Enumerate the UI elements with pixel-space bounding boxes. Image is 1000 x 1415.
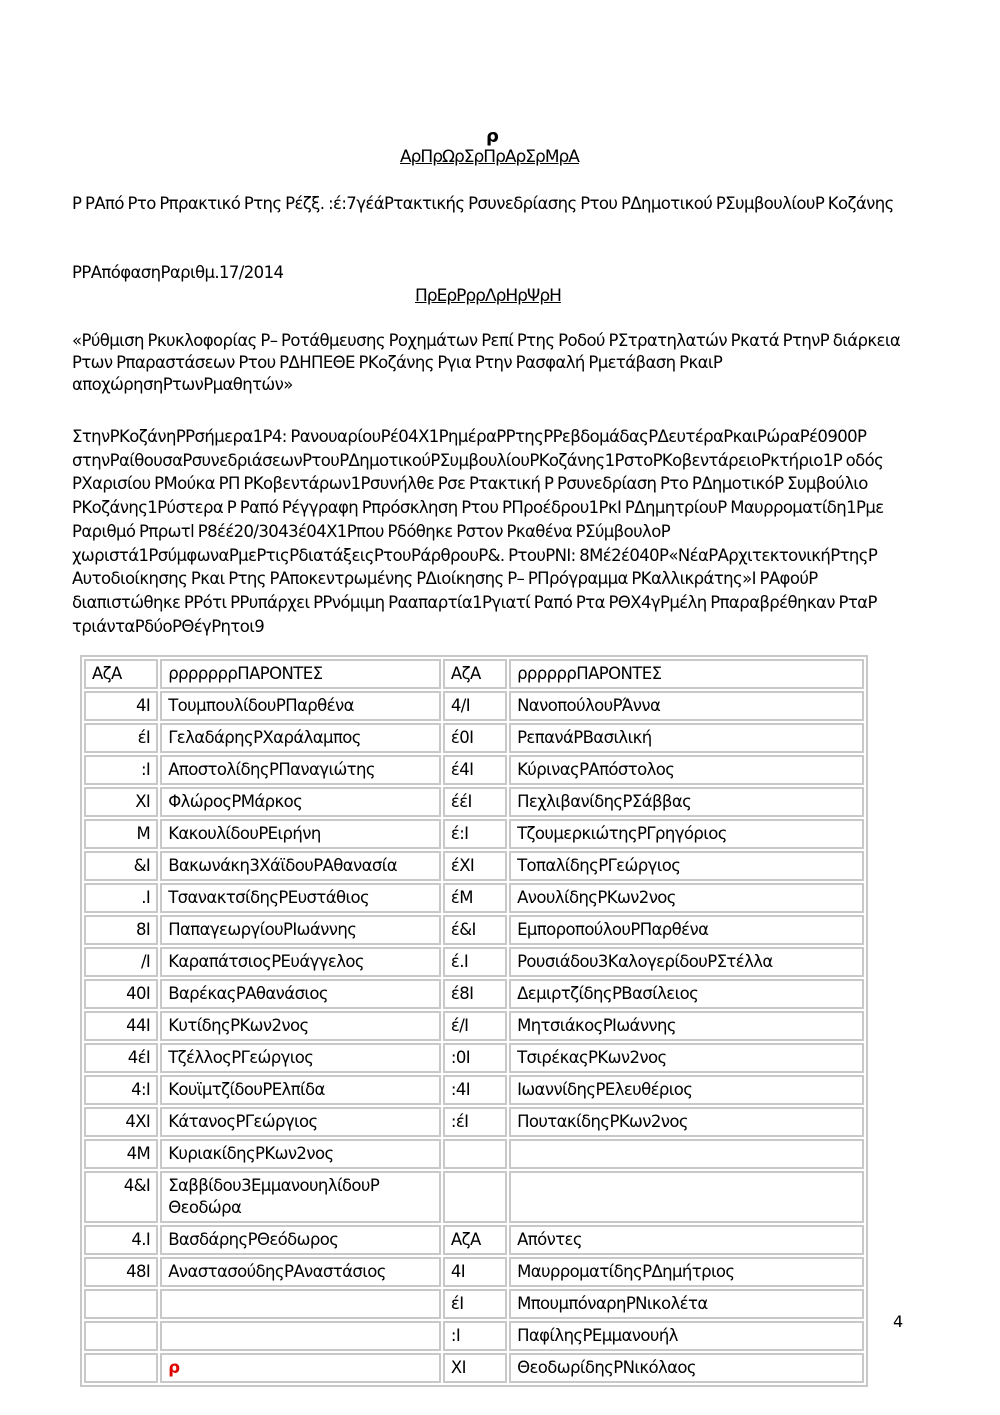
right-name: ΙωαννίδηςΡΕλευθέριος: [509, 1075, 864, 1105]
left-name: ΤζέλλοςΡΓεώργιος: [160, 1043, 441, 1073]
table-row: [84, 723, 864, 753]
left-number: /Ι: [84, 947, 158, 977]
table-row: [84, 947, 864, 977]
left-number: 4Μ: [84, 1139, 158, 1169]
intro-paragraph: Ρ ΡΑπό Ρτο Ρπρακτικό Ρτης Ρέζξ. :έ:7γέάΡτακτικής Ρσυνεδρίασης Ρτου ΡΔημοτικού ΡΣυμβουλίουΡ Κοζάνης: [72, 194, 894, 213]
left-name: [160, 1289, 441, 1319]
right-number: 4/Ι: [443, 691, 507, 721]
right-number: έ8Ι: [443, 979, 507, 1009]
table-row: [84, 1353, 864, 1383]
left-name: ΑναστασούδηςΡΑναστάσιος: [160, 1257, 441, 1287]
table-row: [84, 787, 864, 817]
subject-paragraph: «Ρύθμιση Ρκυκλοφορίας Ρ– Ροτάθμευσης Ροχημάτων Ρεπί Ρτης Ροδού ΡΣτρατηλατών Ρκατά ΡτηνΡ διάρκεια Ρτων Ρπαραστάσεων Ρτου ΡΔΗΠΕΘΕ ΡΚοζάνης Ργια Ρτην Ρασφαλή Ρμετάβαση ΡκαιΡ αποχώρησηΡτωνΡμαθητών»: [72, 331, 901, 394]
right-number: [443, 1139, 507, 1169]
header-number-left: ΑζΑ: [84, 659, 158, 689]
left-number: ΧΙ: [84, 787, 158, 817]
table-row: [84, 883, 864, 913]
right-number: :4Ι: [443, 1075, 507, 1105]
page-number: 4: [893, 1312, 904, 1331]
right-number: έ.Ι: [443, 947, 507, 977]
right-name: ΜαυρροματίδηςΡΔημήτριος: [509, 1257, 864, 1287]
right-name: ΑνουλίδηςΡΚων2νος: [509, 883, 864, 913]
right-number: έ:Ι: [443, 819, 507, 849]
left-number: 48Ι: [84, 1257, 158, 1287]
header-number-right: ΑζΑ: [443, 659, 507, 689]
left-name: ΚαραπάτσιοςΡΕυάγγελος: [160, 947, 441, 977]
left-name: Σαββίδου3ΕμμανουηλίδουΡ Θεοδώρα: [160, 1171, 441, 1223]
right-number: έΙ: [443, 1289, 507, 1319]
right-number: [443, 1171, 507, 1223]
left-name: ΠαπαγεωργίουΡΙωάννης: [160, 915, 441, 945]
left-number: &Ι: [84, 851, 158, 881]
right-number: ΧΙ: [443, 1353, 507, 1383]
left-name: ΚάτανοςΡΓεώργιος: [160, 1107, 441, 1137]
right-name: [509, 1171, 864, 1223]
left-name: ΚουϊμτζίδουΡΕλπίδα: [160, 1075, 441, 1105]
left-name: ΦλώροςΡΜάρκος: [160, 787, 441, 817]
table-row: [84, 691, 864, 721]
right-name: ΜητσιάκοςΡΙωάννης: [509, 1011, 864, 1041]
right-number: έΜ: [443, 883, 507, 913]
right-number: έ&Ι: [443, 915, 507, 945]
table-row: [84, 1107, 864, 1137]
table-row: [84, 1225, 864, 1255]
right-name: ΘεοδωρίδηςΡΝικόλαος: [509, 1353, 864, 1383]
header-present-right: ρρρρρρΠΑΡΟΝΤΕΣ: [509, 659, 864, 689]
subject-title: ΠρΕρΡρρΛρΗρΨρΗ: [415, 286, 561, 306]
left-number: 44Ι: [84, 1011, 158, 1041]
table-row: [84, 1289, 864, 1319]
body-paragraph: ΣτηνΡΚοζάνηΡΡσήμερα1Ρ4: ΡανουαρίουΡέ04Χ1ΡημέραΡΡτηςΡΡεβδομάδαςΡΔευτέραΡκαιΡώραΡέ0900Ρ στηνΡαίθουσαΡσυνεδριάσεωνΡτουΡΔημοτικούΡΣυμβουλίουΡΚοζάνης1ΡστοΡΚοβεντάρειοΡκτήριο1Ρ οδός ΡΧαρισίου ΡΜούκα ΡΠ ΡΚοβεντάρων1Ρσυνήλθε Ρσε Ρτακτική Ρ Ρσυνεδρίαση Ρτο ΡΔημοτικόΡ Συμβούλιο ΡΚοζάνης1Ρύστερα Ρ Ραπό Ρέγγραφη Ρπρόσκληση Ρτου ΡΠροέδρου1ΡκΙ ΡΔημητρίουΡ Μαυρροματίδη1Ρμε Ραριθμό Ρπρωτl Ρ8έέ20/3043έ04Χ1Ρπου Ρδόθηκε Ρστον Ρκαθένα ΡΣύμβουλοΡ χωριστά1ΡσύμφωναΡμεΡτιςΡδιατάξειςΡτουΡάρθρουΡ&. ΡτουΡΝΙ: 8Μέ2έ040Ρ«ΝέαΡΑρχιτεκτονικήΡτηςΡ Αυτοδιοίκησης Ρκαι Ρτης ΡΑποκεντρωμένης ΡΔιοίκησης Ρ– ΡΠρόγραμμα ΡΚαλλικράτης»Ι ΡΑφούΡ διαπιστώθηκε ΡΡότι ΡΡυπάρχει ΡΡνόμιμη Ρααπαρτία1Ργιατί Ραπό Ρτα ΡΘΧ4γΡμέλη Ρπαραβρέθηκαν ΡταΡ τριάνταΡδύοΡΘέγΡητοι9: [72, 427, 884, 636]
left-name: ΤσανακτσίδηςΡΕυστάθιος: [160, 883, 441, 913]
right-name: ΔεμιρτζίδηςΡΒασίλειος: [509, 979, 864, 1009]
right-name: ΤσιρέκαςΡΚων2νος: [509, 1043, 864, 1073]
right-name: ΤζουμερκιώτηςΡΓρηγόριος: [509, 819, 864, 849]
right-name: ΠαφίληςΡΕμμανουήλ: [509, 1321, 864, 1351]
table-row: [84, 851, 864, 881]
right-number: :0Ι: [443, 1043, 507, 1073]
right-number: :έΙ: [443, 1107, 507, 1137]
left-number: 8Ι: [84, 915, 158, 945]
right-name: ΠεχλιβανίδηςΡΣάββας: [509, 787, 864, 817]
table-row: [84, 915, 864, 945]
right-number: έ0Ι: [443, 723, 507, 753]
left-name: ΓελαδάρηςΡΧαράλαμπος: [160, 723, 441, 753]
left-name: ΚυτίδηςΡΚων2νος: [160, 1011, 441, 1041]
left-name: ΒασδάρηςΡΘεόδωρος: [160, 1225, 441, 1255]
left-name: [160, 1321, 441, 1351]
right-number: έέΙ: [443, 787, 507, 817]
left-number: 4.Ι: [84, 1225, 158, 1255]
right-number: έΧΙ: [443, 851, 507, 881]
right-name: Απόντες: [509, 1225, 864, 1255]
header-mark: ρ: [486, 126, 499, 147]
table-row: [84, 1075, 864, 1105]
table-header-row: [84, 659, 864, 689]
table-row: [84, 1139, 864, 1169]
left-number: [84, 1353, 158, 1383]
right-name: ΤοπαλίδηςΡΓεώργιος: [509, 851, 864, 881]
left-number: έΙ: [84, 723, 158, 753]
left-name: ΑποστολίδηςΡΠαναγιώτης: [160, 755, 441, 785]
table-row: [84, 819, 864, 849]
left-number: .Ι: [84, 883, 158, 913]
left-name: ρ: [160, 1353, 441, 1383]
left-name: ΚυριακίδηςΡΚων2νος: [160, 1139, 441, 1169]
table-row: [84, 1171, 864, 1223]
right-name: ΠουτακίδηςΡΚων2νος: [509, 1107, 864, 1137]
table-row: [84, 979, 864, 1009]
right-number: :Ι: [443, 1321, 507, 1351]
left-name: ΚακουλίδουΡΕιρήνη: [160, 819, 441, 849]
right-name: ΡεπανάΡΒασιλική: [509, 723, 864, 753]
decision-number: ΡΡΑπόφασηΡαριθμ.17/2014: [72, 263, 284, 282]
left-number: [84, 1289, 158, 1319]
right-name: Ρουσιάδου3ΚαλογερίδουΡΣτέλλα: [509, 947, 864, 977]
table-row: [84, 1011, 864, 1041]
table-row: [84, 1257, 864, 1287]
left-number: :Ι: [84, 755, 158, 785]
header-present-left: ρρρρρρρΠΑΡΟΝΤΕΣ: [160, 659, 441, 689]
table-row: [84, 755, 864, 785]
right-number: έ4Ι: [443, 755, 507, 785]
right-name: ΚύριναςΡΑπόστολος: [509, 755, 864, 785]
left-number: 4Ι: [84, 691, 158, 721]
left-number: 4έΙ: [84, 1043, 158, 1073]
right-name: ΕμποροπούλουΡΠαρθένα: [509, 915, 864, 945]
right-name: ΝανοπούλουΡΆννα: [509, 691, 864, 721]
right-name: [509, 1139, 864, 1169]
left-name: Βακωνάκη3ΧάϊδουΡΑθανασία: [160, 851, 441, 881]
left-number: 40Ι: [84, 979, 158, 1009]
left-number: 4ΧΙ: [84, 1107, 158, 1137]
right-number: ΑζΑ: [443, 1225, 507, 1255]
right-number: έ/Ι: [443, 1011, 507, 1041]
document-title: ΑρΠρΩρΣρΠρΑρΣρΜρΑ: [400, 147, 579, 167]
left-number: [84, 1321, 158, 1351]
table-row: [84, 1321, 864, 1351]
left-number: 4&Ι: [84, 1171, 158, 1223]
left-name: ΒαρέκαςΡΑθανάσιος: [160, 979, 441, 1009]
right-number: 4Ι: [443, 1257, 507, 1287]
attendance-table: [80, 655, 868, 1387]
right-name: ΜπουμπόναρηΡΝικολέτα: [509, 1289, 864, 1319]
left-number: Μ: [84, 819, 158, 849]
left-number: 4:Ι: [84, 1075, 158, 1105]
left-name: ΤουμπουλίδουΡΠαρθένα: [160, 691, 441, 721]
table-row: [84, 1043, 864, 1073]
